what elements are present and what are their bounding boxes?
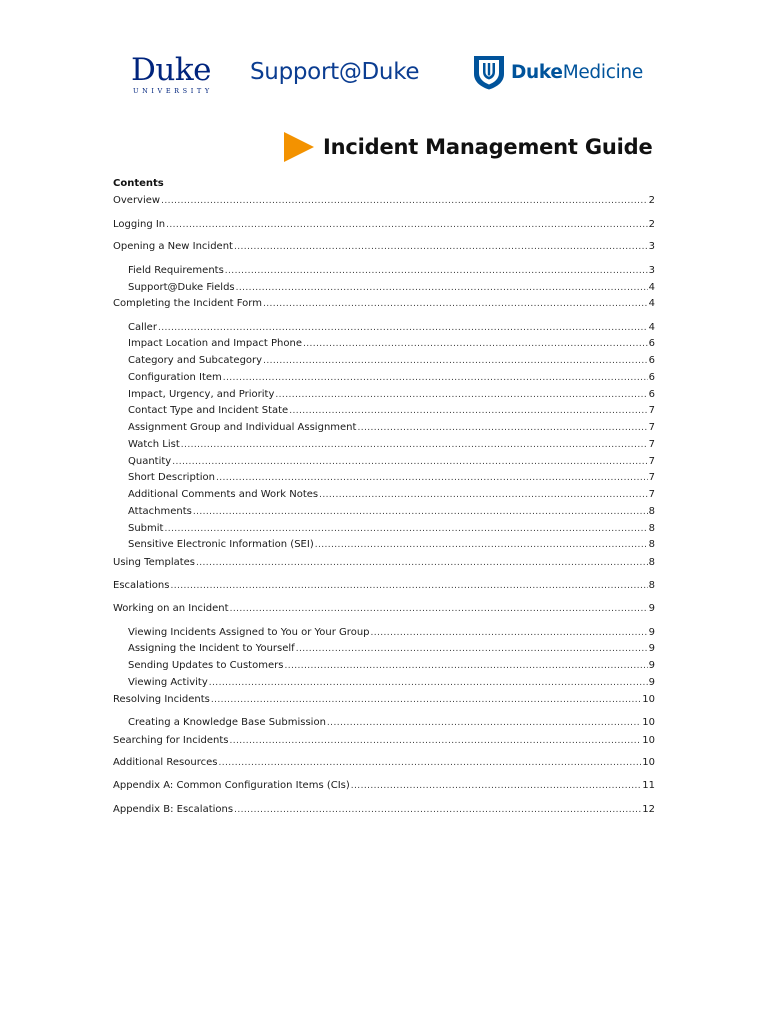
toc-subentry[interactable] — [128, 716, 655, 730]
toc-subentry[interactable] — [128, 404, 655, 418]
toc-dot-leader — [166, 218, 647, 232]
toc-entry[interactable] — [113, 240, 655, 254]
toc-page-number: 9 — [648, 677, 655, 688]
toc-entry[interactable] — [113, 756, 655, 770]
toc-entry-label: Escalations — [113, 580, 170, 591]
toc-dot-leader — [196, 556, 648, 570]
toc-page-number: 8 — [648, 557, 655, 568]
toc-entry-label: Overview — [113, 195, 161, 206]
toc-entry-label: Field Requirements — [128, 265, 224, 276]
toc-entry-label: Viewing Incidents Assigned to You or Your Group — [128, 627, 370, 638]
toc-entry-label: Viewing Activity — [128, 677, 208, 688]
toc-dot-leader — [170, 579, 647, 593]
toc-subentry[interactable] — [128, 281, 655, 295]
toc-entry-label: Logging In — [113, 219, 166, 230]
toc-dot-leader — [289, 404, 647, 418]
toc-page-number: 2 — [648, 195, 655, 206]
toc-entry-label: Submit — [128, 523, 164, 534]
toc-subentry[interactable] — [128, 421, 655, 435]
toc-entry-label: Creating a Knowledge Base Submission — [128, 717, 326, 728]
toc-dot-leader — [193, 505, 648, 519]
toc-subentry[interactable] — [128, 626, 655, 640]
toc-entry-label: Attachments — [128, 506, 192, 517]
toc-subentry[interactable] — [128, 455, 655, 469]
toc-entry-label: Assigning the Incident to Yourself — [128, 643, 295, 654]
toc-entry[interactable] — [113, 803, 655, 817]
toc-dot-leader — [234, 240, 648, 254]
toc-page-number: 7 — [648, 456, 655, 467]
toc-dot-leader — [211, 693, 641, 707]
toc-dot-leader — [225, 264, 648, 278]
toc-entry-label: Additional Resources — [113, 757, 218, 768]
toc-dot-leader — [209, 676, 648, 690]
toc-entry-label: Assignment Group and Individual Assignment — [128, 422, 357, 433]
toc-page-number: 9 — [648, 627, 655, 638]
toc-page-number: 11 — [642, 780, 655, 791]
toc-entry[interactable] — [113, 779, 655, 793]
toc-page-number: 6 — [648, 389, 655, 400]
toc-entry-label: Caller — [128, 322, 157, 333]
toc-page-number: 8 — [648, 580, 655, 591]
toc-dot-leader — [319, 488, 647, 502]
toc-entry-label: Contact Type and Incident State — [128, 405, 289, 416]
toc-page-number: 6 — [648, 355, 655, 366]
toc-subentry[interactable] — [128, 371, 655, 385]
toc-page-number: 10 — [642, 717, 655, 728]
toc-page-number: 4 — [648, 282, 655, 293]
toc-entry-label: Resolving Incidents — [113, 694, 210, 705]
toc-entry-label: Impact, Urgency, and Priority — [128, 389, 275, 400]
toc-page-number: 9 — [648, 643, 655, 654]
toc-subentry[interactable] — [128, 321, 655, 335]
toc-dot-leader — [263, 297, 648, 311]
toc-page-number: 4 — [648, 298, 655, 309]
toc-subentry[interactable] — [128, 642, 655, 656]
toc-dot-leader — [275, 388, 647, 402]
toc-dot-leader — [164, 522, 647, 536]
toc-dot-leader — [284, 659, 647, 673]
toc-page-number: 7 — [648, 472, 655, 483]
toc-entry-label: Sending Updates to Customers — [128, 660, 284, 671]
toc-entry-label: Configuration Item — [128, 372, 222, 383]
toc-entry-label: Using Templates — [113, 557, 196, 568]
toc-entry-label: Completing the Incident Form — [113, 298, 262, 309]
toc-dot-leader — [161, 194, 648, 208]
toc-entry-label: Searching for Incidents — [113, 735, 229, 746]
toc-entry-label: Short Description — [128, 472, 215, 483]
toc-page-number: 8 — [648, 539, 655, 550]
toc-entry-label: Additional Comments and Work Notes — [128, 489, 319, 500]
toc-subentry[interactable] — [128, 488, 655, 502]
duke-university-subline: UNIVERSITY — [133, 87, 213, 95]
toc-page-number: 7 — [648, 422, 655, 433]
toc-dot-leader — [303, 337, 648, 351]
toc-entry-label: Quantity — [128, 456, 172, 467]
toc-dot-leader — [223, 371, 648, 385]
duke-medicine-wordmark: DukeMedicine — [511, 62, 643, 83]
contents-heading: Contents — [113, 178, 164, 189]
toc-entry-label: Appendix A: Common Configuration Items (CIs) — [113, 780, 350, 791]
play-arrow-icon — [283, 131, 315, 163]
toc-dot-leader — [296, 642, 648, 656]
duke-medicine-shield-icon — [473, 55, 505, 90]
toc-entry[interactable] — [113, 218, 655, 232]
toc-subentry[interactable] — [128, 337, 655, 351]
toc-page-number: 4 — [648, 322, 655, 333]
toc-entry[interactable] — [113, 734, 655, 748]
toc-entry-label: Sensitive Electronic Information (SEI) — [128, 539, 314, 550]
toc-subentry[interactable] — [128, 388, 655, 402]
toc-page-number: 3 — [648, 265, 655, 276]
toc-subentry[interactable] — [128, 659, 655, 673]
toc-entry[interactable] — [113, 579, 655, 593]
toc-subentry[interactable] — [128, 438, 655, 452]
toc-entry-label: Support@Duke Fields — [128, 282, 235, 293]
toc-subentry[interactable] — [128, 354, 655, 368]
toc-page-number: 10 — [642, 735, 655, 746]
toc-subentry[interactable] — [128, 676, 655, 690]
toc-dot-leader — [230, 602, 648, 616]
document-title: Incident Management Guide — [323, 135, 653, 159]
toc-page-number: 10 — [642, 757, 655, 768]
toc-page-number: 8 — [648, 506, 655, 517]
toc-dot-leader — [327, 716, 641, 730]
toc-page-number: 3 — [648, 241, 655, 252]
toc-entry[interactable] — [113, 194, 655, 208]
duke-wordmark: Duke — [131, 52, 211, 88]
toc-dot-leader — [158, 321, 648, 335]
toc-page-number: 2 — [648, 219, 655, 230]
table-of-contents — [113, 176, 655, 815]
toc-page-number: 9 — [648, 603, 655, 614]
toc-entry-label: Watch List — [128, 439, 180, 450]
toc-page-number: 8 — [648, 523, 655, 534]
toc-entry[interactable] — [113, 297, 655, 311]
toc-page-number: 6 — [648, 372, 655, 383]
toc-dot-leader — [351, 779, 641, 793]
toc-subentry[interactable] — [128, 264, 655, 278]
toc-entry-label: Impact Location and Impact Phone — [128, 338, 302, 349]
toc-entry[interactable] — [113, 693, 655, 707]
toc-subentry[interactable] — [128, 505, 655, 519]
toc-dot-leader — [236, 281, 648, 295]
duke-university-logo — [131, 54, 217, 94]
toc-subentry[interactable] — [128, 538, 655, 552]
toc-page-number: 6 — [648, 338, 655, 349]
toc-entry[interactable] — [113, 556, 655, 570]
toc-dot-leader — [229, 734, 641, 748]
toc-page-number: 7 — [648, 489, 655, 500]
toc-entry-label: Opening a New Incident — [113, 241, 233, 252]
toc-dot-leader — [315, 538, 648, 552]
toc-dot-leader — [181, 438, 648, 452]
toc-subentry[interactable] — [128, 471, 655, 485]
toc-dot-leader — [371, 626, 648, 640]
toc-entry-label: Category and Subcategory — [128, 355, 263, 366]
toc-entry[interactable] — [113, 602, 655, 616]
toc-dot-leader — [234, 803, 641, 817]
toc-dot-leader — [357, 421, 647, 435]
toc-dot-leader — [172, 455, 647, 469]
toc-page-number: 10 — [642, 694, 655, 705]
toc-dot-leader — [216, 471, 648, 485]
toc-page-number: 7 — [648, 405, 655, 416]
toc-page-number: 7 — [648, 439, 655, 450]
toc-entry-label: Working on an Incident — [113, 603, 229, 614]
toc-page-number: 9 — [648, 660, 655, 671]
toc-entry-label: Appendix B: Escalations — [113, 804, 234, 815]
toc-subentry[interactable] — [128, 522, 655, 536]
toc-dot-leader — [218, 756, 641, 770]
toc-page-number: 12 — [642, 804, 655, 815]
support-duke-logo: Support@Duke — [250, 59, 420, 85]
toc-dot-leader — [263, 354, 648, 368]
